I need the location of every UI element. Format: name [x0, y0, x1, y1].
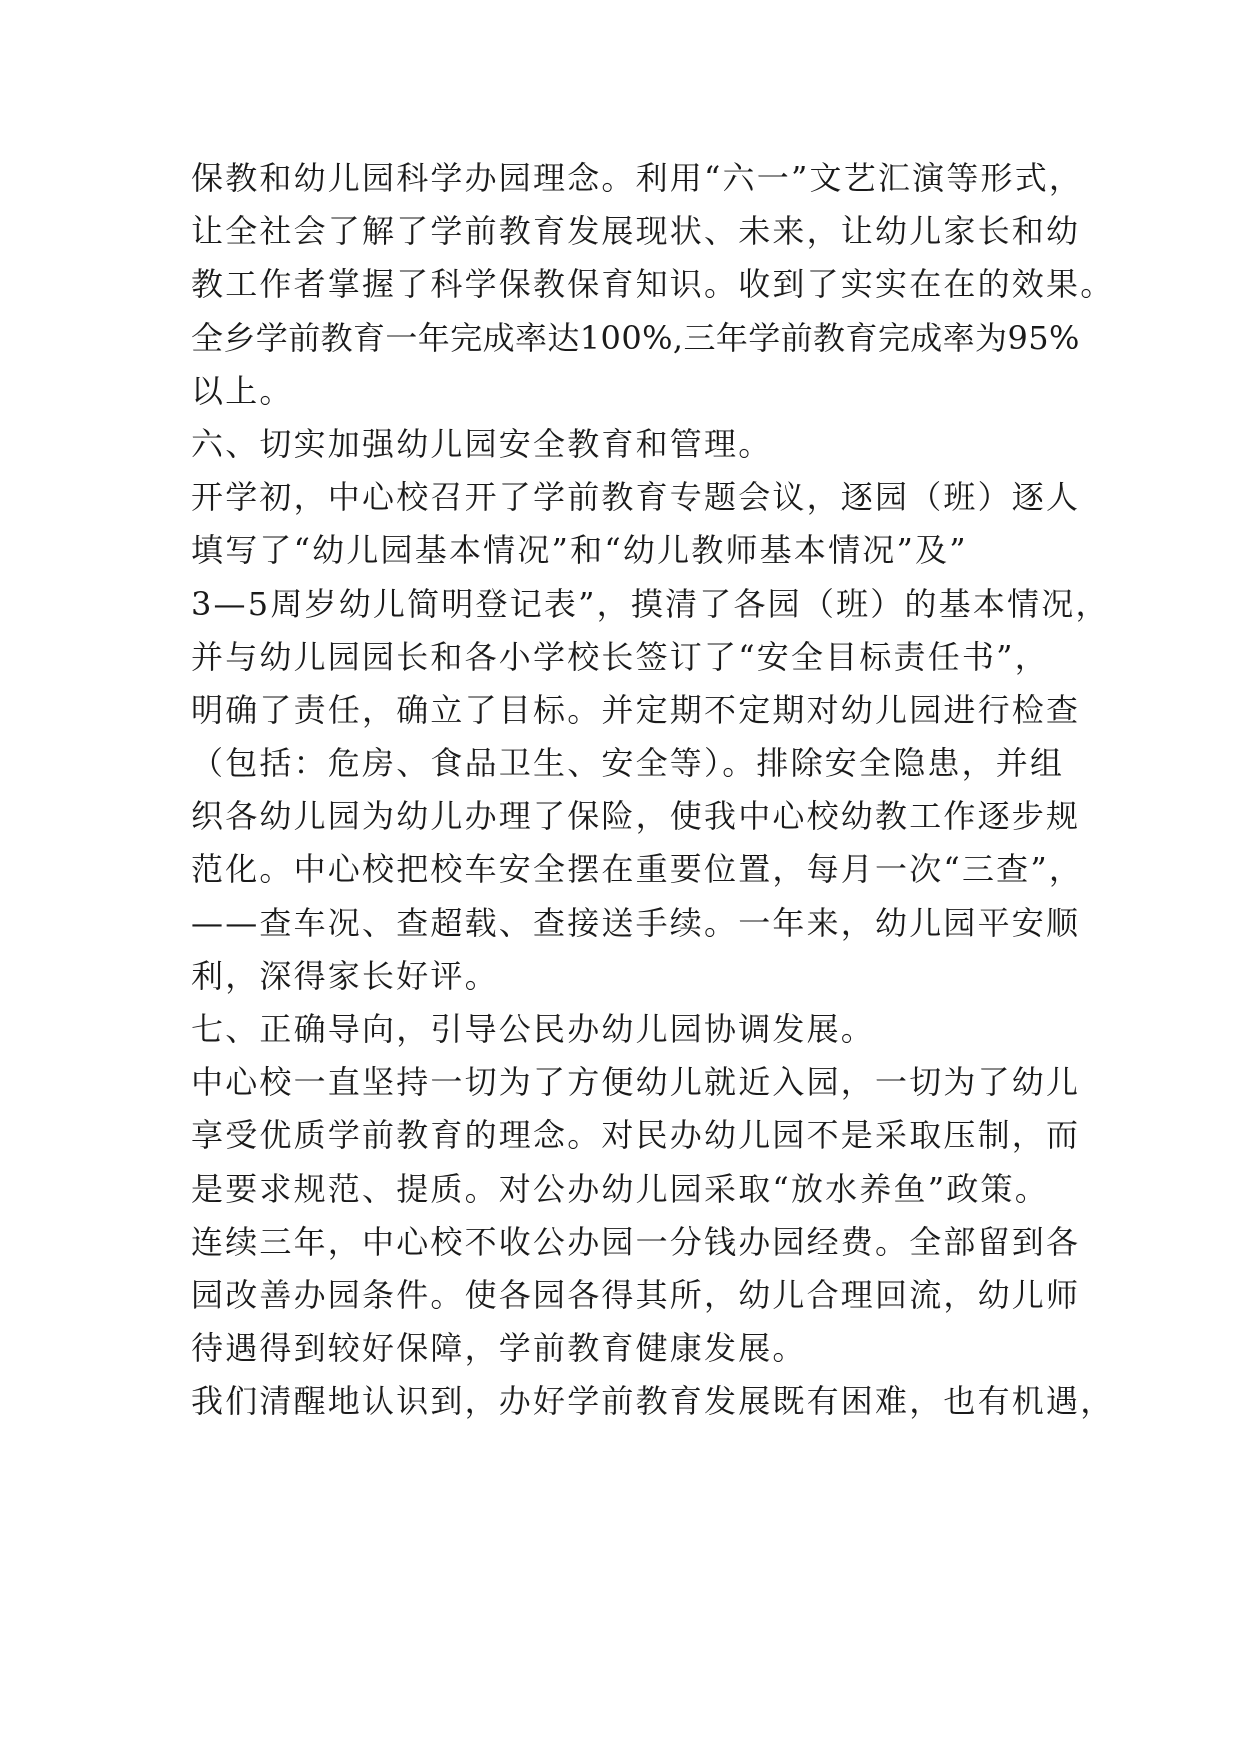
text-line: 是要求规范、提质。对公办幼儿园采取“放水养鱼”政策。	[191, 1169, 1049, 1208]
text-line: 明确了责任，确立了目标。并定期不定期对幼儿园进行检查	[191, 690, 1081, 729]
text-line: 我们清醒地认识到，办好学前教育发展既有困难，也有机遇，	[191, 1382, 1115, 1421]
text-line: 利，深得家长好评。	[191, 956, 499, 995]
text-line: 待遇得到较好保障，学前教育健康发展。	[191, 1329, 807, 1368]
text-line: 并与幼儿园园长和各小学校长签订了“安全目标责任书”，	[191, 637, 1049, 676]
text-line: ——查车况、查超载、查接送手续。一年来，幼儿园平安顺	[191, 903, 1081, 942]
text-line: 以上。	[191, 371, 294, 410]
text-line: 范化。中心校把校车安全摆在重要位置，每月一次“三查”，	[191, 850, 1084, 889]
text-line: 织各幼儿园为幼儿办理了保险，使我中心校幼教工作逐步规	[191, 797, 1081, 836]
section-heading: 七、正确导向，引导公民办幼儿园协调发展。	[191, 1010, 876, 1048]
text-line: （包括：危房、食品卫生、安全等）。排除安全隐患，并组	[191, 744, 1065, 783]
text-line: 填写了“幼儿园基本情况”和“幼儿教师基本情况”及”	[191, 531, 968, 570]
text-line: 开学初，中心校召开了学前教育专题会议，逐园（班）逐人	[191, 478, 1081, 517]
text-line: 享受优质学前教育的理念。对民办幼儿园不是采取压制，而	[191, 1116, 1081, 1155]
text-line: 园改善办园条件。使各园各得其所，幼儿合理回流，幼儿师	[191, 1275, 1081, 1314]
body-text	[191, 152, 1115, 1429]
text-line: 连续三年，中心校不收公办园一分钱办园经费。全部留到各	[191, 1222, 1081, 1261]
text-line: 保教和幼儿园科学办园理念。利用“六一”文艺汇演等形式，	[191, 159, 1084, 197]
text-line: 全乡学前教育一年完成率达100%,三年学前教育完成率为95%	[191, 318, 1080, 357]
text-line: 中心校一直坚持一切为了方便幼儿就近入园，一切为了幼儿	[191, 1063, 1081, 1102]
text-line: 3—5周岁幼儿简明登记表”，摸清了各园（班）的基本情况，	[191, 584, 1110, 623]
text-line: 教工作者掌握了科学保教保育知识。收到了实实在在的效果。	[191, 265, 1115, 304]
section-heading: 六、切实加强幼儿园安全教育和管理。	[191, 424, 773, 463]
text-line: 让全社会了解了学前教育发展现状、未来，让幼儿家长和幼	[191, 212, 1081, 251]
